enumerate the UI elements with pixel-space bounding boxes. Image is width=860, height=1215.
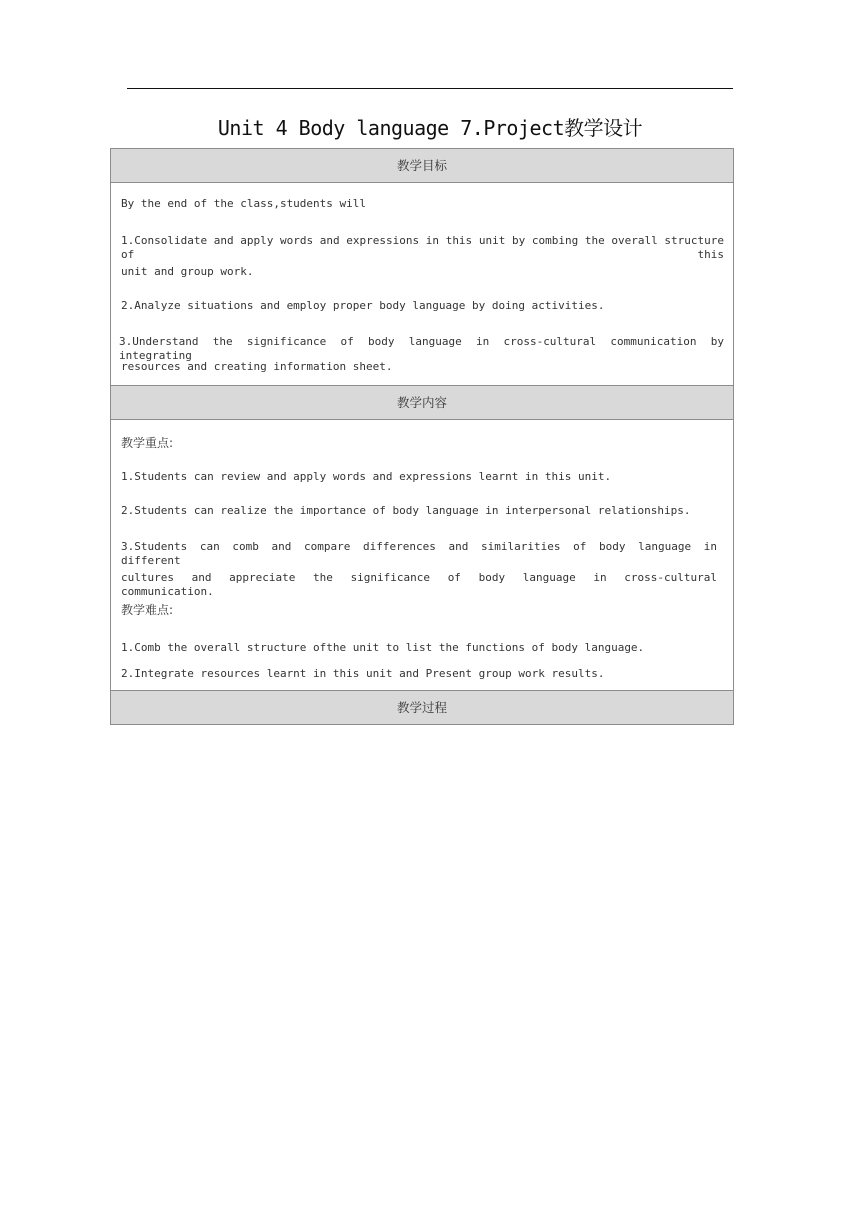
objective-1-line-1: 1.Consolidate and apply words and expressions in this unit by combing the overall structure of this bbox=[121, 234, 724, 261]
difficult-point-2: 2.Integrate resources learnt in this unit and Present group work results. bbox=[121, 667, 605, 680]
difficult-points-label: 教学难点: bbox=[121, 603, 174, 617]
key-point-3-line-2: cultures and appreciate the significance of body language in cross-cultural communication. bbox=[121, 571, 717, 598]
objective-2: 2.Analyze situations and employ proper body language by doing activities. bbox=[121, 299, 605, 312]
difficult-point-1: 1.Comb the overall structure ofthe unit to list the functions of body language. bbox=[121, 641, 645, 654]
objective-3-line-2: resources and creating information sheet. bbox=[121, 360, 393, 373]
key-point-3-line-1: 3.Students can comb and compare differences and similarities of body language in different bbox=[121, 540, 717, 567]
objective-1-line-2: unit and group work. bbox=[121, 265, 254, 278]
objectives-intro: By the end of the class,students will bbox=[121, 197, 367, 210]
lesson-plan-table bbox=[110, 148, 734, 725]
process-heading: 教学过程 bbox=[111, 691, 733, 724]
content-body bbox=[111, 420, 733, 691]
key-points-label: 教学重点: bbox=[121, 436, 174, 450]
header-rule bbox=[127, 88, 733, 89]
objective-3-line-1: 3.Understand the significance of body language in cross-cultural communication by integrating bbox=[119, 335, 724, 362]
document-title: Unit 4 Body language 7.Project教学设计 bbox=[217, 116, 643, 140]
key-point-2: 2.Students can realize the importance of body language in interpersonal relationships. bbox=[121, 504, 691, 517]
objectives-heading: 教学目标 bbox=[111, 149, 733, 183]
key-point-1: 1.Students can review and apply words and expressions learnt in this unit. bbox=[121, 470, 612, 483]
objectives-body bbox=[111, 183, 733, 386]
content-heading: 教学内容 bbox=[111, 386, 733, 420]
